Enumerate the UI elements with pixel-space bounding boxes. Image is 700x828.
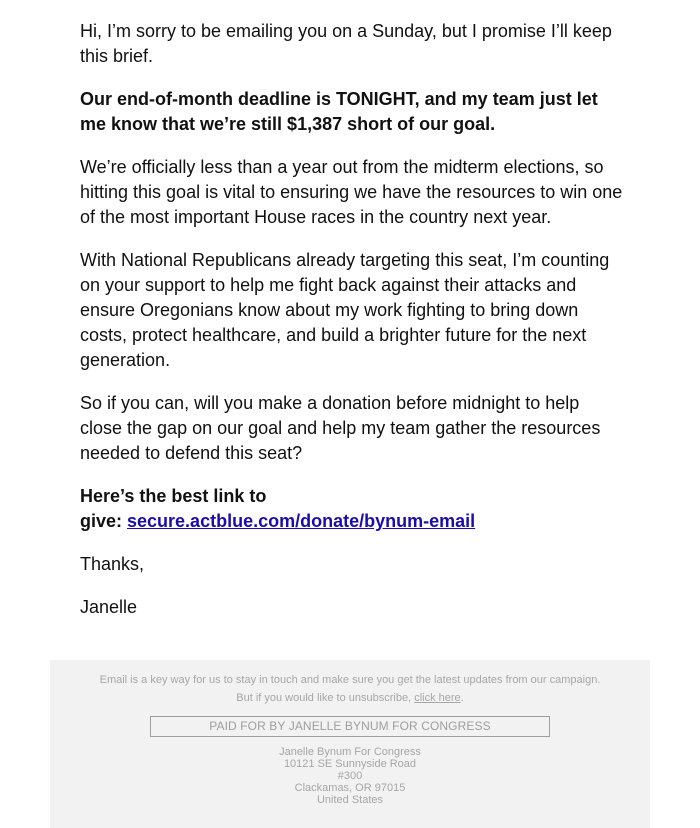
address-street: 10121 SE Sunnyside Road [283,758,417,770]
address-country: United States [316,794,384,806]
email-footer [50,660,650,828]
address-city: Clackamas, OR 97015 [294,782,406,794]
email-body [80,19,625,638]
donate-link[interactable]: secure.actblue.com/donate/bynum-email [127,511,476,531]
link-intro-line-2: give: [80,511,128,531]
address-suite: #300 [337,770,363,782]
donate-link-paragraph [80,484,625,534]
ask-paragraph: So if you can, will you make a donation before midnight to help close the gap on our goal and help my team gather the resources needed to defend this seat? [80,393,601,463]
mailing-address [50,746,650,806]
address-org: Janelle Bynum For Congress [279,746,421,758]
paid-for-disclaimer: PAID FOR BY JANELLE BYNUM FOR CONGRESS [150,716,550,737]
footer-unsubscribe-text [50,689,650,707]
unsubscribe-prefix: But if you would like to unsubscribe, [236,692,415,704]
unsubscribe-link[interactable]: click here [414,692,461,704]
deadline-paragraph: Our end-of-month deadline is TONIGHT, and my team just let me know that we’re still $1,387 short of our goal. [80,89,598,134]
footer-info-text: Email is a key way for us to stay in touch and make sure you get the latest updates from our campaign. [99,674,601,686]
signature: Janelle [80,597,138,617]
sign-off: Thanks, [80,554,145,574]
support-paragraph: With National Republicans already targeting this seat, I’m counting on your support to help me fight back against their attacks and ensure Oregonians know about my work fighting to bring down costs, protect healthcare, and build a brighter future for the next generation. [80,250,610,370]
greeting-paragraph: Hi, I’m sorry to be emailing you on a Sunday, but I promise I’ll keep this brief. [80,21,612,66]
link-intro-line-1: Here’s the best link to [80,486,267,506]
midterm-paragraph: We’re officially less than a year out from the midterm elections, so hitting this goal is vital to ensuring we have the resources to win one of the most important House races in the country next year. [80,157,623,227]
unsubscribe-suffix: . [460,692,464,704]
